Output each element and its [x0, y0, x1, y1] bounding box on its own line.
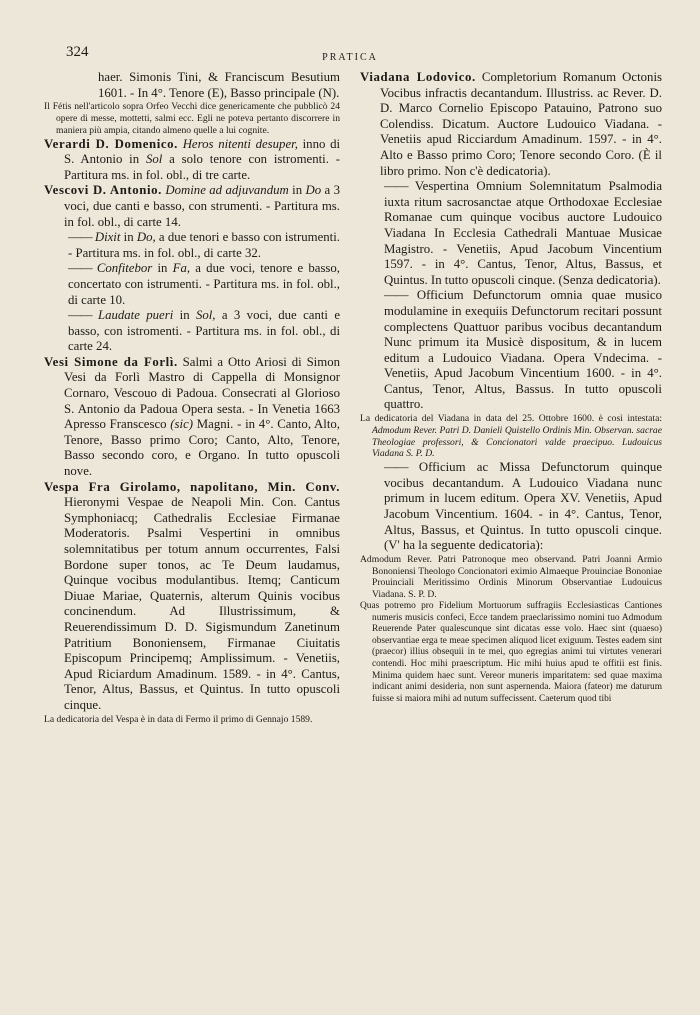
entry-heading: Vescovi D. Antonio. — [44, 183, 162, 198]
entry-text: in — [173, 308, 196, 323]
entry-heading: Verardi D. Domenico. — [44, 136, 178, 151]
footnote-admodum — [360, 554, 662, 601]
entry-text: Il Fétis nell'articolo sopra Orfeo Vecchi dice genericamente che pubblicò 24 opere di messe, mottetti, salmi ecc. Egli ne poteva pertanto discorrere in maniera più ampia, citando almeno quelle a lui cognite. — [44, 101, 340, 136]
entry-heading: Vespa Fra Girolamo, napolitano, Min. Conv. — [44, 479, 340, 494]
footnote-vespa-note — [44, 714, 340, 726]
entry-text: Completorium Romanum Octonis Vocibus infractis decantandum. Illustriss. ac Rever. D. D. Marco Cornelio Episcopo Patauino, Patrono suo Colendiss. Dicatum. Auctore Ludouico Viadana. - Venetiis apud Ricciardum Amadinum. 1597. - in 4°. Alto e Basso primo Coro; Tenore secondo Coro. (È il libro primo. Non c'è dedicatoria). — [380, 70, 662, 178]
italic-text: Fa, — [172, 261, 191, 276]
entry-text: Admodum Rever. Patri Patronoque meo observand. Patri Joanni Armio Bononiensi Theologo Concionatori eximio Almaeque Prouinciae Bononiae Prouinciali Meritissimo Ordinis Minorum Observantiae Ludouicus Viadana. S. P. D. — [360, 553, 662, 601]
entry-verardi — [44, 137, 340, 184]
entry-text: Magni. - in 4°. Canto, Alto, Tenore, Basso primo Coro; Canto, Alto, Tenore, Basso secondo coro, e Organo. In tutto opuscoli nove. — [64, 417, 340, 479]
italic-text: Sol — [145, 152, 163, 167]
entry-text: Quas potremo pro Fidelium Mortuorum suffragiis Ecclesiasticas Cantiones numeris musicis confeci, Ecce tandem praeclarissimo nomini tuo Admodum Reuerende Pater qualescunque sint dicatas esse volo. Haec sint (quaeso) observantiae erga te meae specimen aliquod licet exiguum. Testes eadem sint (praecor) illius obsequii in te mei, quo egregias animi tui virtutes venerari contendi. Hoc mihi praescriptum. Hic mihi huius apud te offitii est finis. Minima quidem haec sunt. Vereor muneris imparitatem: sed quae maxima indicant animi desideria, non sunt aspernenda. Maiora (fateor) me daturum fuisse si maiora mihi ad nutum suffecissent. Caeterum quod tibi — [360, 601, 662, 704]
entry-text: —— — [384, 179, 408, 194]
left-column — [44, 70, 340, 725]
entry-vescovi — [44, 183, 340, 230]
entry-dixit — [44, 230, 340, 261]
entry-heading: Vesi Simone da Forlì. — [44, 354, 178, 369]
entry-text: —— — [68, 261, 92, 276]
entry-text: a solo tenore con istromenti. - Partitura ms. in fol. obl., di tre carte. — [64, 152, 341, 182]
entry-vesi — [44, 355, 340, 480]
italic-text: Laudate pueri — [97, 308, 174, 323]
italic-text: Sol, — [195, 308, 216, 323]
entry-text: in — [152, 261, 173, 276]
entry-text: La dedicatoria del Viadana in data del 25. Ottobre 1600. è così intestata: — [360, 413, 662, 425]
footnote-fetis-note — [44, 101, 340, 136]
entry-text: a due voci, tenore e basso, concertato con istrumenti. - Partitura ms. in fol. obl., di carte 10. — [68, 261, 341, 307]
page-number: 324 — [66, 44, 89, 60]
right-column — [360, 70, 662, 705]
italic-text: Confitebor — [96, 261, 153, 276]
italic-text: Do, — [136, 230, 156, 245]
entry-text: Hieronymi Vespae de Neapoli Min. Con. Cantus Symphoniacq; Cathedralis Ecclesiae Firmanae Moderatoris. Psalmi Vespertini in omnibus solemnitatibus per totum annum occurrentes, Falsi Bordone super tonos, ac Te Deum laudamus, Quinque vocibus modulantibus. Itemq; Canticum Diuae Mariae, Quaternis, alterum Quinis vocibus concinendum. Ad Illustrissimum, & Reuerendissimum D. D. Sigismundum Zanetinum Patritium Bononiensem, Firmanae Ciuitatis Episcopum Principemq; Amplissimum. - Venetiis, Apud Riciardum Amadinum. 1589. - in 4°. Cantus, Tenor, Altus, Bassus, et Quintus. In tutto opuscoli cinque. — [64, 495, 340, 712]
italic-text: Admodum Rever. Patri D. Danieli Quistello Ordinis Min. Observan. sacrae Theologiae professori, & Concionatori valde praecipuo. Ludouicus Viadana S. P. D. — [372, 424, 662, 460]
italic-text: Domine ad adjuvandum — [165, 183, 289, 198]
italic-text: Do — [305, 183, 322, 198]
entry-simonis-tail — [44, 70, 340, 101]
entry-text: —— — [68, 308, 92, 323]
entry-laudate — [44, 308, 340, 355]
italic-text: (sic) — [170, 417, 194, 432]
entry-text: a due tenori e basso con istrumenti. - Partitura ms. in fol. obl., di carte 32. — [68, 230, 340, 260]
entry-confitebor — [44, 261, 340, 308]
entry-missa — [360, 460, 662, 554]
footnote-quas — [360, 601, 662, 705]
entry-text: in — [120, 230, 137, 245]
entry-text: Vespertina Omnium Solemnitatum Psalmodia iuxta ritum sacrosanctae atque Orthodoxae Ecclesiae Romanae cum quinque vocibus auctore Ludouico Viadana In Ecclesia Cathedrali Mantuae Musicae Magistro. - Venetiis, Apud Jacobum Vincentium 1597. - in 4°. Cantus, Tenor, Altus, Bassus, et Quintus. In tutto opuscoli cinque. (Senza dedicatoria). — [384, 179, 662, 287]
entry-text: La dedicatoria del Vespa è in data di Fermo il primo di Gennajo 1589. — [44, 713, 313, 725]
entry-viadana — [360, 70, 662, 179]
entry-text: haer. Simonis Tini, & Franciscum Besutium 1601. - In 4°. Tenore (E), Basso principale (N). — [98, 70, 340, 100]
entry-text: Officium ac Missa Defunctorum quinque vocibus decantandum. A Ludouico Viadana nunc primum in lucem editum. Opera XV. Venetiis, Apud Jacobum Vincentium. 1604. - in 4°. Cantus, Tenor, Altus, Bassus, et Quintus. In tutto opuscoli cinque. (V' ha la seguente dedicatoria): — [384, 460, 662, 553]
entry-text: —— — [384, 288, 408, 303]
italic-text: Dixit — [94, 230, 121, 245]
entry-heading: Viadana Lodovico. — [360, 70, 476, 84]
entry-text: inno di S. Antonio in — [64, 136, 341, 167]
entry-vespa — [44, 480, 340, 714]
entry-text: —— — [384, 460, 408, 475]
running-head: PRATICA — [322, 52, 378, 63]
entry-text: —— — [68, 230, 92, 245]
entry-text: in — [288, 183, 306, 198]
entry-text: Salmi a Otto Ariosi di Simon Vesi da Forlì Mastro di Cappella di Monsignor Cornaro, Vescouo di Padoua. Consecrati al Glorioso S. Antonio da Padoua Opera sesta. - In Venetia 1663 Apresso Franscesco — [64, 354, 340, 432]
entry-vespertina — [360, 179, 662, 288]
entry-officium-def — [360, 288, 662, 413]
entry-text: a 3 voci, due canti e basso, con strumenti. - Partitura ms. in fol. obl., di carte 14. — [64, 183, 341, 229]
entry-text: Officium Defunctorum omnia quae musico modulamine in exequiis Defunctorum recitari possunt complectens Quattuor paribus vocibus decantandum Nunc primum ita Musicè dispositum, & in lucem editum a Ludouico Viadana. Opera Vndecima. - Venetiis, Apud Jacobum Vincentium 1600. - in 4°. Cantus, Tenor, Altus, Bassus. In tutto opuscoli quattro. — [384, 288, 662, 412]
italic-text: Heros nitenti desuper, — [182, 136, 298, 151]
footnote-dedica-note — [360, 413, 662, 460]
entry-text: a 3 voci, due canti e basso, con istromenti. - Partitura ms. in fol. obl., di carte 24. — [68, 308, 340, 354]
